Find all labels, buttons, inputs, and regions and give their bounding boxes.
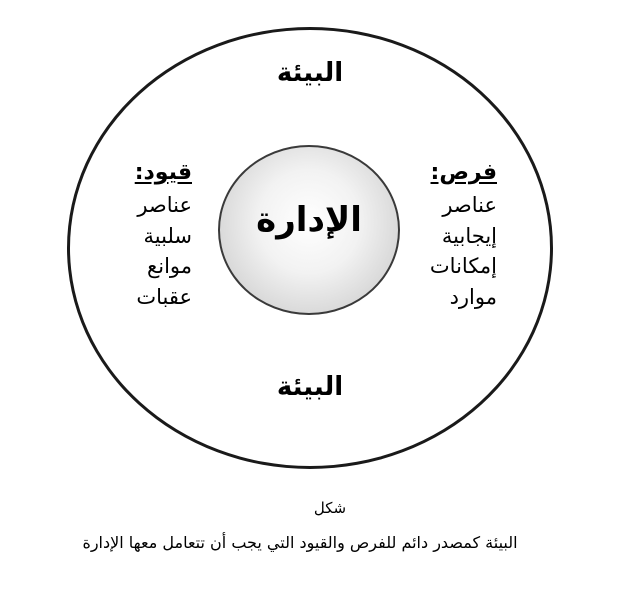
constraint-item: عناصر [137, 193, 192, 217]
figure-caption-text: البيئة كمصدر دائم للفرص والقيود التي يجب أن تتعامل معها الإدارة [82, 533, 518, 552]
opportunity-item: موارد [449, 284, 497, 309]
constraints-list [100, 158, 192, 312]
constraint-item: موانع [147, 254, 192, 278]
opportunity-item: إيجابية [441, 223, 497, 248]
environment-label-bottom: البيئة [276, 372, 344, 402]
opportunities-list [405, 158, 497, 312]
opportunity-item: إمكانات [429, 254, 497, 278]
figure-caption-title: شكل [313, 499, 347, 517]
opportunity-item: عناصر [442, 193, 497, 217]
management-label: الإدارة [256, 200, 362, 240]
constraint-item: سلبية [143, 223, 192, 248]
constraints-title: قيود: [134, 160, 192, 185]
constraint-item: عقبات [136, 284, 192, 309]
opportunities-title: فرص: [430, 160, 497, 185]
environment-label-top: البيئة [276, 58, 344, 88]
